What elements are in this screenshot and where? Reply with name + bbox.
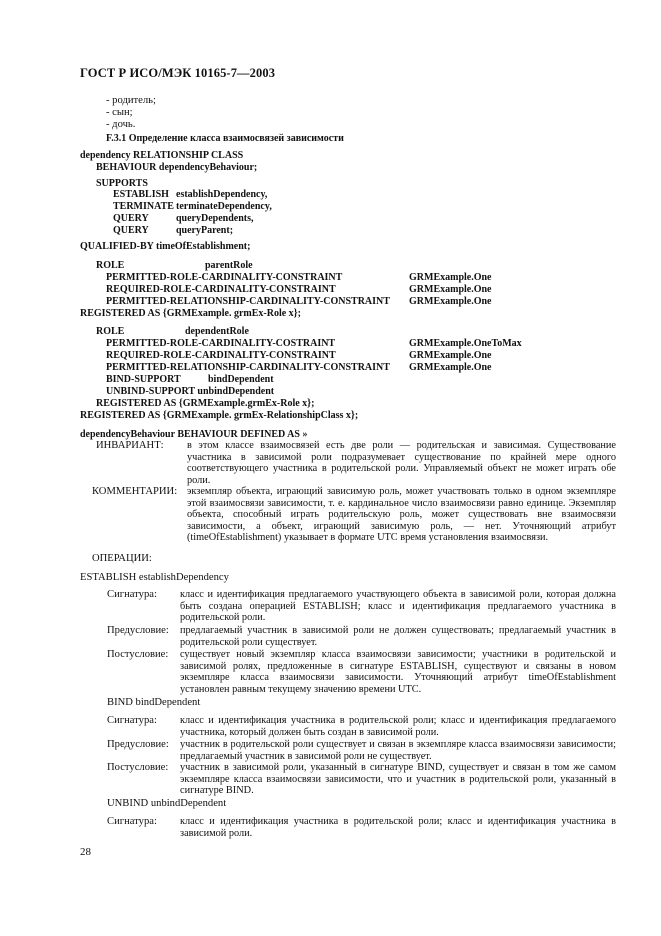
list-item: - дочь. (106, 119, 136, 130)
precondition-label: Предусловие: (107, 625, 169, 636)
code-line: ROLE (96, 326, 125, 337)
code-line: queryDependents, (176, 213, 254, 224)
code-line: terminateDependency, (176, 201, 272, 212)
code-line: BIND-SUPPORT (106, 374, 181, 385)
code-line: QUERY (113, 225, 149, 236)
code-line: GRMExample.One (409, 350, 492, 361)
invariant-label: ИНВАРИАНТ: (96, 440, 164, 451)
code-line: REGISTERED AS {GRMExample.grmEx-Role x}; (96, 398, 315, 409)
signature-label: Сигнатура: (107, 816, 157, 827)
list-item: - сын; (106, 107, 133, 118)
code-line: dependentRole (185, 326, 249, 337)
unbind-signature: класс и идентификация участника в родительской роли; класс и идентификация участника в зависимой роли. (180, 816, 616, 839)
bind-signature: класс и идентификация участника в родительской роли; класс и идентификация предлагаемого участника, который должен быть создан в зависимой роли. (180, 715, 616, 738)
comments-text: экземпляр объекта, играющий зависимую роль, может участвовать только в одном экземпляре этой взаимосвязи зависимости, т. е. кардинальное число взаимосвязи равно единице. Экземпляр объекта, способный играть родительскую роль, может существовать вне взаимосвязи зависимости, а объект, играющий зависимую роль, — нет. Уточняющий атрибут (timeOfEstablishment) указывает в формате UTC время установления взаимосвязи. (187, 486, 616, 544)
code-line: PERMITTED-ROLE-CARDINALITY-COSTRAINT (106, 338, 336, 349)
section-title: F.3.1 Определение класса взаимосвязей зависимости (106, 133, 344, 144)
bind-title: BIND bindDependent (107, 697, 201, 708)
establish-signature: класс и идентификация предлагаемого участвующего объекта в зависимой роли, которая должна быть создана операцией ESTABLISH; класс и идентификация предлагаемого участника в родительской роли. (180, 589, 616, 624)
establish-postcondition: существует новый экземпляр класса взаимосвязи зависимости; участники в родительской и зависимой ролях, предложенные в сигнатуре ESTABLISH, существуют и связаны в новом экземпляре класса взаимосвязи зависимости. Уточняющий атрибут timeOfEstablishment установлен равным текущему значению времени UTC. (180, 649, 616, 695)
code-line: QUALIFIED-BY timeOfEstablishment; (80, 241, 251, 252)
signature-label: Сигнатура: (107, 589, 157, 600)
code-line: BEHAVIOUR dependencyBehaviour; (96, 162, 258, 173)
code-line: parentRole (205, 260, 253, 271)
code-line: GRMExample.One (409, 284, 492, 295)
postcondition-label: Постусловие: (107, 649, 169, 660)
unbind-title: UNBIND unbindDependent (107, 798, 227, 809)
code-line: SUPPORTS (96, 178, 148, 189)
code-line: dependencyBehaviour BEHAVIOUR DEFINED AS » (80, 429, 308, 440)
establish-precondition: предлагаемый участник в зависимой роли не должен существовать; предлагаемый участник в родительской роли существует. (180, 625, 616, 648)
code-line: GRMExample.One (409, 296, 492, 307)
code-line: UNBIND-SUPPORT unbindDependent (106, 386, 275, 397)
code-line: PERMITTED-RELATIONSHIP-CARDINALITY-CONSTRAINT (106, 296, 390, 307)
code-line: PERMITTED-RELATIONSHIP-CARDINALITY-CONSTRAINT (106, 362, 390, 373)
document-header: ГОСТ Р ИСО/МЭК 10165-7—2003 (80, 66, 276, 80)
code-line: establishDependency, (176, 189, 268, 200)
signature-label: Сигнатура: (107, 715, 157, 726)
code-line: REGISTERED AS {GRMExample. grmEx-RelationshipClass x}; (80, 410, 359, 421)
code-line: TERMINATE (113, 201, 174, 212)
code-line: queryParent; (176, 225, 234, 236)
code-line: GRMExample.One (409, 362, 492, 373)
code-line: GRMExample.OneToMax (409, 338, 522, 349)
code-line: bindDependent (208, 374, 274, 385)
invariant-text: в этом классе взаимосвязей есть две роли — родительская и зависимая. Существование участника в зависимой роли подразумевает существование по крайней мере одного соответствующего участника в родительской роли. Управляемый объект не может играть обе роли. (187, 440, 616, 486)
precondition-label: Предусловие: (107, 739, 169, 750)
postcondition-label: Постусловие: (107, 762, 169, 773)
bind-postcondition: участник в зависимой роли, указанный в сигнатуре BIND, существует и связан в том же самом экземпляре класса взаимосвязи зависимости, что и участник в родительской роли, указанный в сигнатуре BIND. (180, 762, 616, 797)
bind-precondition: участник в родительской роли существует и связан в экземпляре класса взаимосвязи зависимости; предлагаемый участник в зависимой роли не существует. (180, 739, 616, 762)
page-number: 28 (80, 846, 91, 858)
code-line: PERMITTED-ROLE-CARDINALITY-CONSTRAINT (106, 272, 343, 283)
code-line: REQUIRED-ROLE-CARDINALITY-CONSTRAINT (106, 350, 336, 361)
code-line: dependency RELATIONSHIP CLASS (80, 150, 244, 161)
code-line: REQUIRED-ROLE-CARDINALITY-CONSTRAINT (106, 284, 336, 295)
comments-label: КОММЕНТАРИИ: (92, 486, 178, 497)
list-item: - родитель; (106, 95, 156, 106)
code-line: REGISTERED AS {GRMExample. grmEx-Role x}; (80, 308, 301, 319)
operations-label: ОПЕРАЦИИ: (92, 553, 152, 564)
establish-title: ESTABLISH establishDependency (80, 572, 229, 583)
code-line: QUERY (113, 213, 149, 224)
code-line: ROLE (96, 260, 125, 271)
code-line: ESTABLISH (113, 189, 169, 200)
code-line: GRMExample.One (409, 272, 492, 283)
